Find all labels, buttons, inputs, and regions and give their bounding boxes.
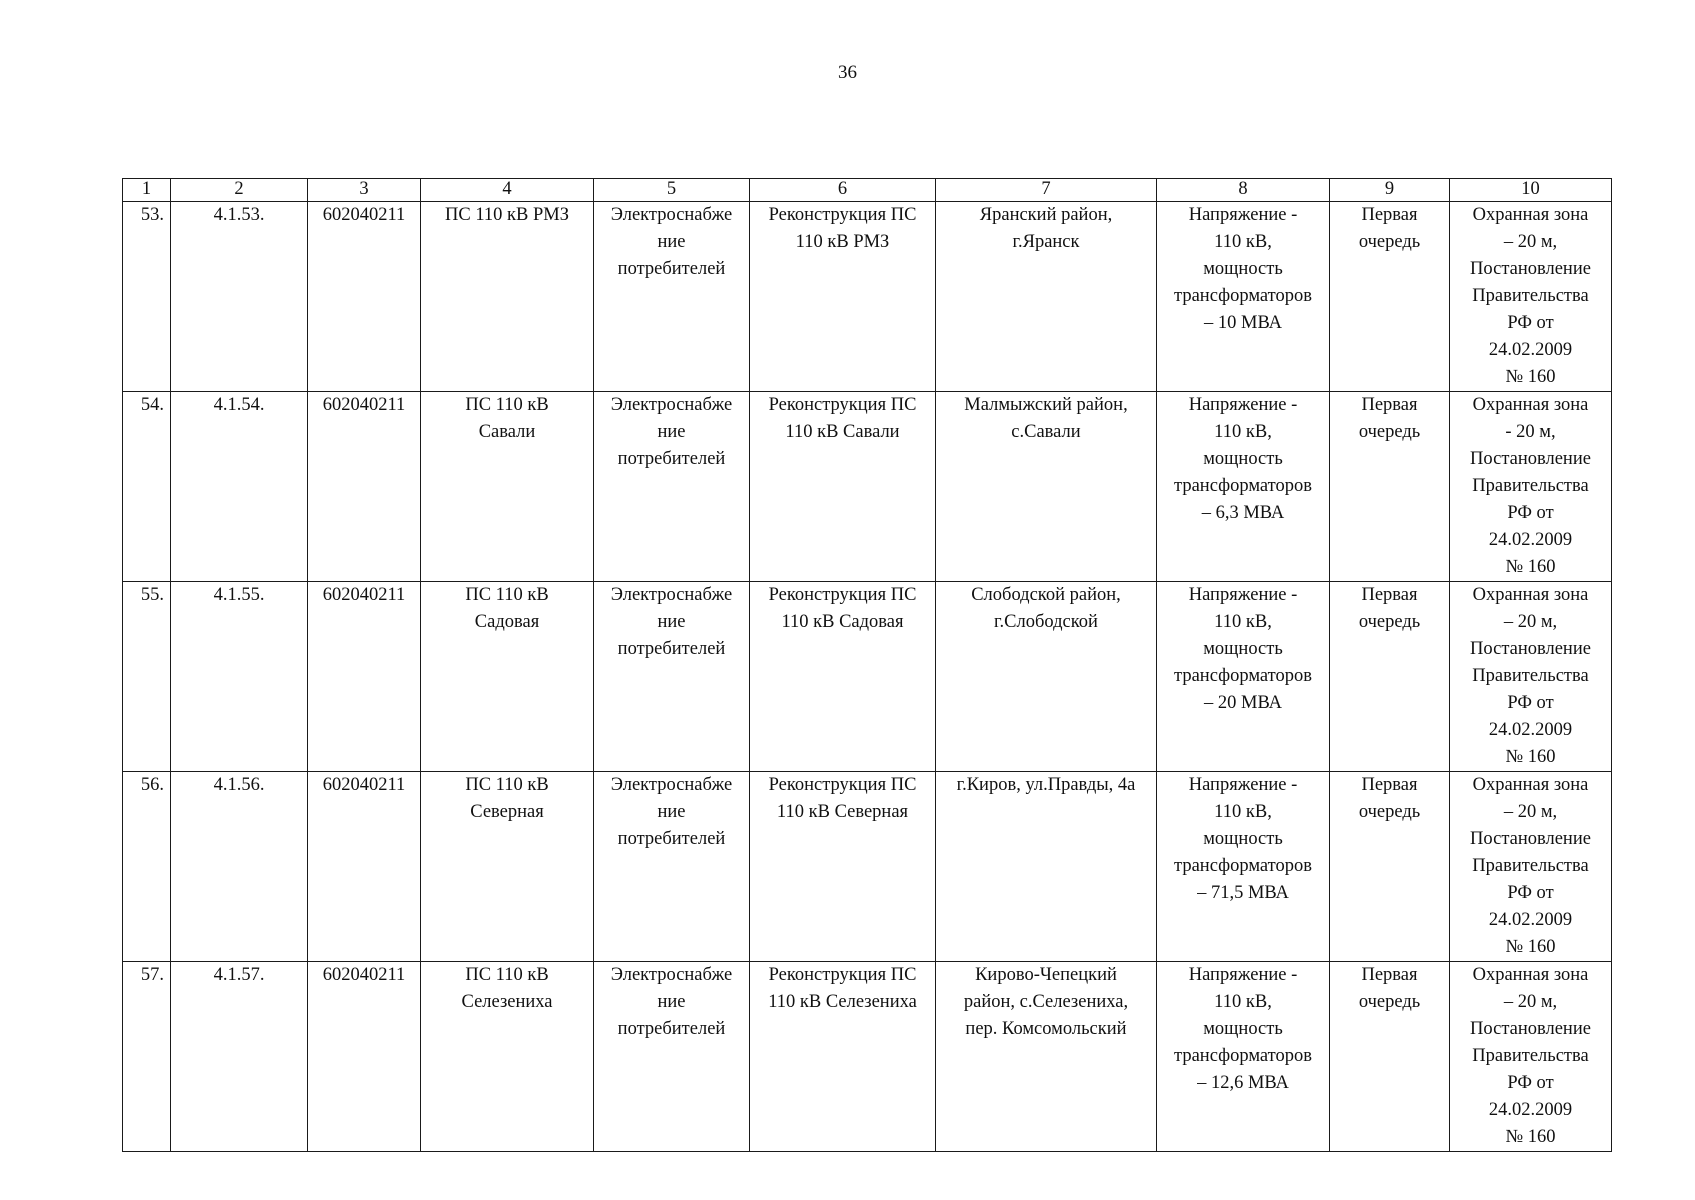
characteristics: Напряжение - 110 кВ, мощность трансформаторов – 12,6 МВА bbox=[1174, 965, 1312, 1093]
location: Кирово-Чепецкий район, с.Селезениха, пер. Комсомольский bbox=[963, 965, 1129, 1039]
code: 4.1.56. bbox=[213, 775, 265, 795]
characteristics: Напряжение - 110 кВ, мощность трансформаторов – 71,5 МВА bbox=[1174, 775, 1312, 903]
object-name: ПС 110 кВ Савали bbox=[465, 395, 549, 442]
id-cell bbox=[308, 772, 421, 962]
table-row bbox=[123, 962, 1612, 1152]
purpose-cell bbox=[594, 772, 750, 962]
object-id: 602040211 bbox=[322, 965, 406, 985]
priority: Первая очередь bbox=[1358, 775, 1421, 822]
purpose: Электроснабже ние потребителей bbox=[610, 585, 733, 659]
characteristics-cell bbox=[1157, 582, 1330, 772]
priority-cell bbox=[1330, 962, 1450, 1152]
purpose-cell bbox=[594, 962, 750, 1152]
row-number-cell bbox=[123, 202, 171, 392]
protection-zone: Охранная зона - 20 м, Постановление Правительства РФ от 24.02.2009 № 160 bbox=[1470, 395, 1591, 577]
location-cell bbox=[936, 582, 1157, 772]
characteristics-cell bbox=[1157, 962, 1330, 1152]
work-description: Реконструкция ПС 110 кВ Селезениха bbox=[768, 965, 917, 1012]
row-number: 54. bbox=[140, 395, 164, 415]
location: Яранский район, г.Яранск bbox=[979, 205, 1113, 252]
zone-cell bbox=[1450, 582, 1612, 772]
location: Слободской район, г.Слободской bbox=[971, 585, 1121, 632]
object-name: ПС 110 кВ Северная bbox=[465, 775, 549, 822]
table-row bbox=[123, 772, 1612, 962]
row-number: 56. bbox=[140, 775, 164, 795]
code-cell bbox=[171, 772, 308, 962]
row-number-cell bbox=[123, 772, 171, 962]
column-header: 8 bbox=[1157, 179, 1330, 202]
table-header-row bbox=[123, 179, 1612, 202]
column-header: 2 bbox=[171, 179, 308, 202]
protection-zone: Охранная зона – 20 м, Постановление Правительства РФ от 24.02.2009 № 160 bbox=[1470, 775, 1591, 957]
code-cell bbox=[171, 202, 308, 392]
object-cell bbox=[421, 582, 594, 772]
column-header: 7 bbox=[936, 179, 1157, 202]
characteristics: Напряжение - 110 кВ, мощность трансформаторов – 10 МВА bbox=[1174, 205, 1312, 333]
work-cell bbox=[750, 392, 936, 582]
object-name: ПС 110 кВ РМЗ bbox=[445, 205, 569, 225]
object-cell bbox=[421, 962, 594, 1152]
object-id: 602040211 bbox=[322, 775, 406, 795]
row-number-cell bbox=[123, 392, 171, 582]
characteristics-cell bbox=[1157, 772, 1330, 962]
zone-cell bbox=[1450, 962, 1612, 1152]
object-name: ПС 110 кВ Садовая bbox=[465, 585, 549, 632]
location: г.Киров, ул.Правды, 4а bbox=[956, 775, 1136, 795]
object-cell bbox=[421, 392, 594, 582]
object-id: 602040211 bbox=[322, 395, 406, 415]
location: Малмыжский район, с.Савали bbox=[964, 395, 1128, 442]
purpose: Электроснабже ние потребителей bbox=[610, 965, 733, 1039]
page-number: 36 bbox=[838, 62, 857, 83]
code-cell bbox=[171, 962, 308, 1152]
characteristics-cell bbox=[1157, 392, 1330, 582]
work-description: Реконструкция ПС 110 кВ Садовая bbox=[768, 585, 917, 632]
column-header: 3 bbox=[308, 179, 421, 202]
location-cell bbox=[936, 202, 1157, 392]
registry-table bbox=[122, 178, 1612, 1152]
location-cell bbox=[936, 772, 1157, 962]
characteristics: Напряжение - 110 кВ, мощность трансформаторов – 6,3 МВА bbox=[1174, 395, 1312, 523]
id-cell bbox=[308, 582, 421, 772]
purpose-cell bbox=[594, 202, 750, 392]
priority-cell bbox=[1330, 392, 1450, 582]
column-header: 9 bbox=[1330, 179, 1450, 202]
priority: Первая очередь bbox=[1358, 585, 1421, 632]
table-row bbox=[123, 582, 1612, 772]
code: 4.1.57. bbox=[213, 965, 265, 985]
code-cell bbox=[171, 582, 308, 772]
priority-cell bbox=[1330, 772, 1450, 962]
column-header: 10 bbox=[1450, 179, 1612, 202]
table-row bbox=[123, 202, 1612, 392]
priority: Первая очередь bbox=[1358, 205, 1421, 252]
id-cell bbox=[308, 202, 421, 392]
code: 4.1.53. bbox=[213, 205, 265, 225]
id-cell bbox=[308, 392, 421, 582]
id-cell bbox=[308, 962, 421, 1152]
row-number: 55. bbox=[140, 585, 164, 605]
purpose: Электроснабже ние потребителей bbox=[610, 395, 733, 469]
row-number: 53. bbox=[140, 205, 164, 225]
work-description: Реконструкция ПС 110 кВ Савали bbox=[768, 395, 917, 442]
purpose-cell bbox=[594, 582, 750, 772]
work-cell bbox=[750, 202, 936, 392]
row-number: 57. bbox=[140, 965, 164, 985]
purpose: Электроснабже ние потребителей bbox=[610, 205, 733, 279]
column-header: 4 bbox=[421, 179, 594, 202]
column-header: 1 bbox=[123, 179, 171, 202]
location-cell bbox=[936, 962, 1157, 1152]
object-name: ПС 110 кВ Селезениха bbox=[461, 965, 553, 1012]
work-cell bbox=[750, 582, 936, 772]
purpose: Электроснабже ние потребителей bbox=[610, 775, 733, 849]
table-row bbox=[123, 392, 1612, 582]
work-description: Реконструкция ПС 110 кВ РМЗ bbox=[768, 205, 917, 252]
row-number-cell bbox=[123, 962, 171, 1152]
object-id: 602040211 bbox=[322, 205, 406, 225]
row-number-cell bbox=[123, 582, 171, 772]
zone-cell bbox=[1450, 772, 1612, 962]
priority-cell bbox=[1330, 582, 1450, 772]
protection-zone: Охранная зона – 20 м, Постановление Правительства РФ от 24.02.2009 № 160 bbox=[1470, 965, 1591, 1147]
work-description: Реконструкция ПС 110 кВ Северная bbox=[768, 775, 917, 822]
object-id: 602040211 bbox=[322, 585, 406, 605]
zone-cell bbox=[1450, 392, 1612, 582]
priority: Первая очередь bbox=[1358, 965, 1421, 1012]
protection-zone: Охранная зона – 20 м, Постановление Правительства РФ от 24.02.2009 № 160 bbox=[1470, 585, 1591, 767]
work-cell bbox=[750, 962, 936, 1152]
code: 4.1.55. bbox=[213, 585, 265, 605]
object-cell bbox=[421, 202, 594, 392]
priority: Первая очередь bbox=[1358, 395, 1421, 442]
code-cell bbox=[171, 392, 308, 582]
zone-cell bbox=[1450, 202, 1612, 392]
code: 4.1.54. bbox=[213, 395, 265, 415]
work-cell bbox=[750, 772, 936, 962]
column-header: 5 bbox=[594, 179, 750, 202]
location-cell bbox=[936, 392, 1157, 582]
characteristics: Напряжение - 110 кВ, мощность трансформаторов – 20 МВА bbox=[1174, 585, 1312, 713]
purpose-cell bbox=[594, 392, 750, 582]
protection-zone: Охранная зона – 20 м, Постановление Правительства РФ от 24.02.2009 № 160 bbox=[1470, 205, 1591, 387]
characteristics-cell bbox=[1157, 202, 1330, 392]
object-cell bbox=[421, 772, 594, 962]
column-header: 6 bbox=[750, 179, 936, 202]
priority-cell bbox=[1330, 202, 1450, 392]
